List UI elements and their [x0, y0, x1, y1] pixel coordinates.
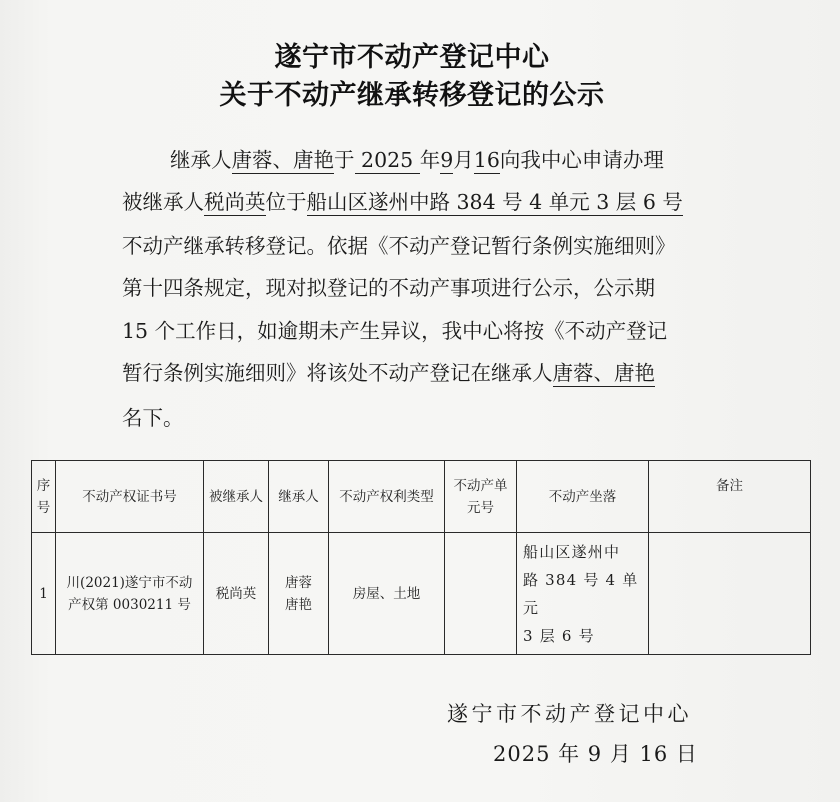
paragraph-line-3: 不动产继承转移登记。依据《不动产登记暂行条例实施细则》 [122, 234, 676, 258]
cell-unit-no [445, 533, 517, 655]
table-header-row [32, 461, 811, 533]
apply-year: 2025 [355, 148, 420, 174]
cell-cert-no: 川(2021)遂宁市不动 产权第 0030211 号 [56, 533, 204, 655]
paragraph-line-5: 15 个工作日，如逾期未产生异议，我中心将按《不动产登记 [122, 319, 668, 343]
title-line-2: 关于不动产继承转移登记的公示 [219, 80, 605, 111]
cell-heir: 唐蓉 唐艳 [269, 533, 329, 655]
apply-month: 9 [440, 148, 454, 172]
cell-remark [649, 533, 811, 655]
header-location: 不动产坐落 [517, 461, 649, 533]
header-heir: 继承人 [269, 461, 329, 533]
paragraph-line-4: 第十四条规定，现对拟登记的不动产事项进行公示，公示期 [122, 276, 655, 300]
paragraph-line-7: 名下。 [122, 406, 184, 430]
title-line-1: 遂宁市不动产登记中心 [274, 42, 550, 73]
registration-table [31, 460, 811, 655]
cell-right-type: 房屋、土地 [329, 533, 445, 655]
cell-seq: 1 [32, 533, 56, 655]
issue-date: 2025 年 9 月 16 日 [493, 742, 698, 766]
paragraph-line-1: 继承人唐蓉、唐艳于 2025 年9月16向我中心申请办理 [170, 148, 664, 172]
apply-day: 16 [473, 148, 500, 172]
header-seq: 序 号 [32, 461, 56, 533]
decedent-name: 税尚英 [204, 190, 266, 214]
header-unit-no: 不动产单 元号 [445, 461, 517, 533]
header-right-type: 不动产权利类型 [329, 461, 445, 533]
header-remark: 备注 [649, 461, 811, 533]
header-cert-no: 不动产权证书号 [56, 461, 204, 533]
heir-names: 唐蓉、唐艳 [231, 148, 334, 172]
header-decedent: 被继承人 [204, 461, 269, 533]
property-location: 船山区遂州中路 384 号 4 单元 3 层 6 号 [306, 190, 683, 214]
cell-location: 船山区遂州中 路 384 号 4 单元 3 层 6 号 [517, 533, 649, 655]
cell-decedent: 税尚英 [204, 533, 269, 655]
paragraph-line-2: 被继承人税尚英位于船山区遂州中路 384 号 4 单元 3 层 6 号 [122, 190, 683, 214]
table-row [32, 533, 811, 655]
issuer-name: 遂宁市不动产登记中心 [447, 702, 692, 726]
paragraph-line-6: 暂行条例实施细则》将该处不动产登记在继承人唐蓉、唐艳 [122, 361, 655, 385]
heir-names-again: 唐蓉、唐艳 [552, 361, 655, 385]
